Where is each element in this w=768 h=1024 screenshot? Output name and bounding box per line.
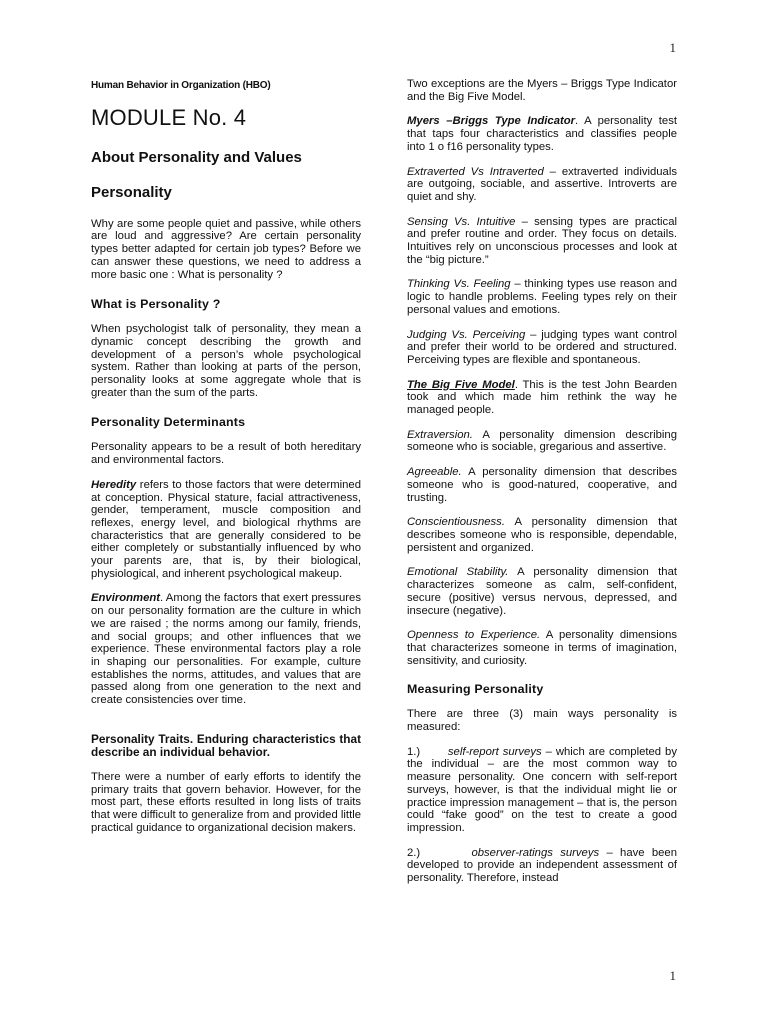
environment-paragraph [91,592,361,706]
self-report-term: self-report surveys [447,745,542,758]
section-heading-about: About Personality and Values [91,148,302,166]
measuring-paragraph: There are three (3) main ways personality is measured: [407,708,677,734]
judging-term: Judging Vs. Perceiving [407,328,526,341]
exceptions-paragraph: Two exceptions are the Myers – Briggs Type Indicator and the Big Five Model. [407,78,677,103]
section-heading-personality: Personality [91,183,172,201]
conscientiousness-paragraph [407,516,677,554]
determinants-paragraph: Personality appears to be a result of both hereditary and environmental factors. [91,441,361,467]
thinking-term: Thinking Vs. Feeling [407,278,511,291]
measure-item-observer-ratings [407,847,677,885]
intro-paragraph: Why are some people quiet and passive, while others are loud and aggressive? Are certain personality types better adapted for certain job types? Before we can answer these questions, we need to address a more basic one : What is personality ? [91,217,361,281]
what-is-personality-paragraph: When psychologist talk of personality, they mean a dynamic concept describing the growth and development of a person’s whole psychological system. Rather than looking at parts of the person, personality looks at some aggregate whole that is greater than the sum of the parts. [91,323,361,399]
mbti-paragraph [407,115,677,153]
measure-item-self-report [407,746,677,835]
environment-term: Environment [91,592,161,605]
sensing-term: Sensing Vs. Intuitive [407,215,516,228]
emotional-stability-text: A personality dimension that characterizes someone as calm, self-confident, secure (positive) versus nervous, depressed, and insecure (negative). [407,566,677,617]
extraversion-paragraph [407,429,677,454]
sensing-paragraph [407,216,677,267]
heredity-paragraph [91,479,361,581]
extraverted-paragraph [407,166,677,204]
judging-paragraph [407,329,677,367]
mbti-term: Myers –Briggs Type Indicator [407,115,576,128]
page-number-top: 1 [669,40,676,55]
sensing-text: – sensing types are practical and prefer routine and order. They focus on details. Intuitives rely on unconscious processes and look at the “big picture.” [407,215,677,266]
measure-item-number: 1.) [407,745,421,758]
openness-term: Openness to Experience. [407,629,541,642]
big-five-text: . This is the test John Bearden took and which made him rethink the way he managed people. [407,378,677,417]
page-number-bottom: 1 [669,968,676,983]
module-title: MODULE No. 4 [91,104,247,130]
observer-ratings-text: – have been developed to provide an independent assessment of personality. Therefore, instead [407,846,678,885]
subheading-what-is-personality: What is Personality ? [91,297,221,312]
mbti-text: . A personality test that taps four characteristics and classifies people into 1 o f16 personality types. [407,115,677,153]
self-report-text: – which are completed by the individual – are the most common way to measure personality. One concern with self-report surveys, however, is that the individual might lie or practice impression management – that is, the person could “fake good” on the test to create a good impression. [407,745,677,834]
observer-ratings-term: observer-ratings surveys [471,846,600,859]
conscientiousness-term: Conscientiousness. [407,516,505,529]
extraverted-text: – extraverted individuals are outgoing, sociable, and assertive. Introverts are quiet and shy. [407,165,677,203]
agreeable-text: A personality dimension that describes someone who is good-natured, cooperative, and trusting. [407,466,677,504]
personality-traits-heading: Personality Traits. Enduring characteristics that describe an individual behavior. [91,731,361,759]
environment-text: . Among the factors that exert pressures on our personality formation are the culture in which we are raised ; the norms among our family, friends, and social groups; and other influences that we experience. These environmental factors play a role in shaping our personalities. For example, culture establishes the norms, attitudes, and values that are passed along from one generation to the next and create consistencies over time. [91,592,361,707]
extraversion-term: Extraversion. [407,428,473,441]
emotional-stability-paragraph [407,566,677,617]
extraverted-term: Extraverted Vs Intraverted [407,165,544,178]
agreeable-term: Agreeable. [407,466,462,479]
thinking-text: – thinking types use reason and logic to handle problems. Feeling types rely on their personal values and emotions. [407,278,677,316]
judging-text: – judging types want control and prefer their world to be ordered and structured. Perceiving types are flexible and spontaneous. [407,328,678,366]
heredity-text: refers to those factors that were determined at conception. Physical stature, facial attractiveness, gender, temperament, muscle composition and reflexes, energy level, and biological rhythms are characteristics that are generally considered to be either completely or substantially influenced by who your parents are, that is, by their biological, physiological, and inherent psychological makeup. [91,478,361,580]
big-five-term: The Big Five Model [407,378,515,391]
thinking-paragraph [407,278,677,316]
emotional-stability-term: Emotional Stability. [407,566,509,579]
big-five-paragraph [407,379,677,417]
traits-paragraph: There were a number of early efforts to identify the primary traits that govern behavior. However, for the most part, these efforts resulted in long lists of traits that were difficult to generalize from and provided little practical guidance to organizational decision makers. [91,770,361,834]
agreeable-paragraph [407,466,677,504]
heredity-term: Heredity [91,478,137,491]
left-column [91,78,361,834]
measure-item-number: 2.) [407,846,421,859]
subheading-personality-determinants: Personality Determinants [91,415,246,430]
subheading-measuring-personality: Measuring Personality [407,682,544,697]
extraversion-text: A personality dimension describing someone who is sociable, gregarious and assertive. [407,428,677,454]
openness-paragraph [407,629,677,667]
course-title: Human Behavior in Organization (HBO) [91,80,271,91]
openness-text: A personality dimensions that characterizes someone in terms of imagination, sensitivity, and curiosity. [407,629,677,667]
conscientiousness-text: A personality dimension that describes someone who is responsible, dependable, persistent and organized. [407,516,677,554]
right-column [407,78,677,885]
